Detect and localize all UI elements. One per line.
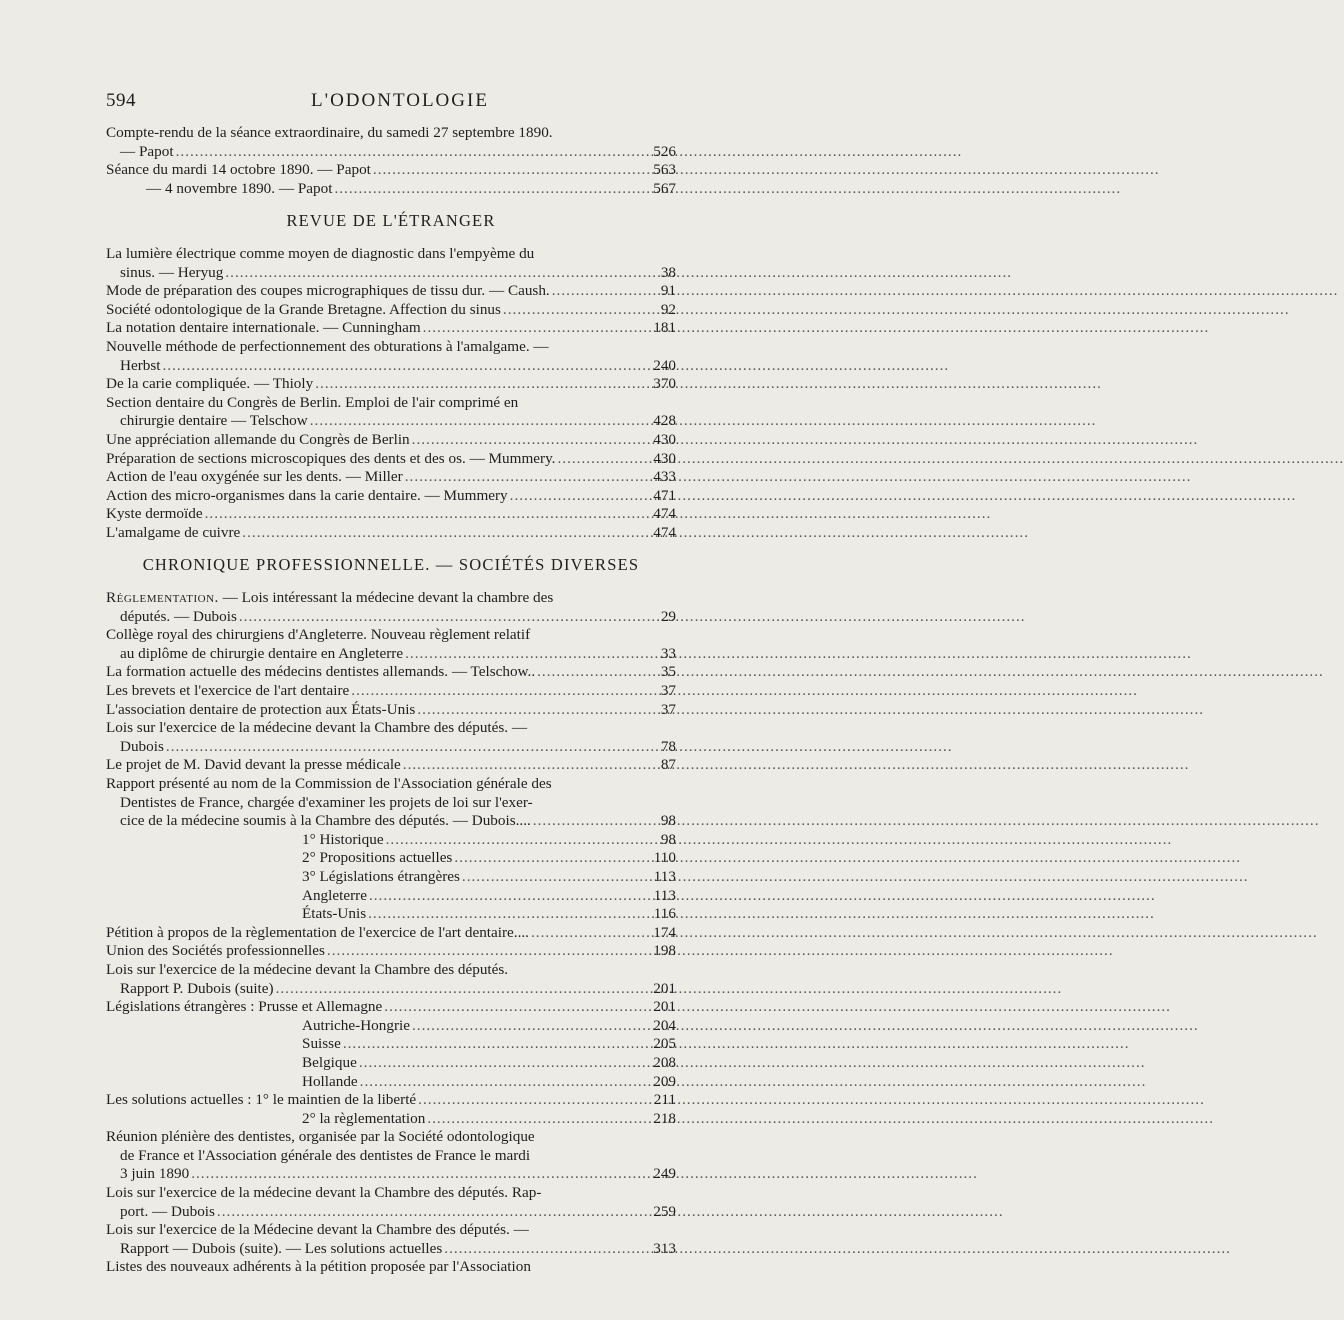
entry-title bbox=[120, 980, 274, 999]
entry-page-number: 563 bbox=[653, 161, 676, 179]
entry-text: Section dentaire du Congrès de Berlin. Emploi de l'air comprimé en bbox=[106, 393, 519, 411]
entry-page-number: 98 bbox=[660, 830, 676, 848]
dot-leader bbox=[557, 450, 651, 469]
entry-title bbox=[106, 942, 325, 961]
toc-entry-line bbox=[106, 1073, 676, 1092]
toc-entry-line bbox=[106, 161, 676, 180]
dot-leader bbox=[368, 905, 652, 924]
entry-title bbox=[106, 998, 382, 1017]
entry-title bbox=[106, 663, 535, 682]
toc-entry-line bbox=[106, 775, 676, 794]
dot-leader bbox=[242, 524, 651, 543]
toc-entry-line bbox=[106, 961, 676, 980]
toc-entry-line bbox=[106, 282, 676, 301]
dot-leader bbox=[360, 1073, 652, 1092]
page-number: 594 bbox=[106, 90, 136, 111]
running-title: L'ODONTOLOGIE bbox=[311, 90, 489, 111]
professional-chronicle-section bbox=[106, 589, 676, 1277]
entry-title bbox=[106, 924, 529, 943]
dot-leader bbox=[503, 301, 652, 320]
toc-entry-line bbox=[106, 812, 676, 831]
entry-title bbox=[302, 831, 384, 850]
entry-page-number: 208 bbox=[653, 1053, 676, 1071]
entry-page-number: 201 bbox=[653, 979, 676, 997]
entry-text: Rapport présenté au nom de la Commission de l'Association générale des bbox=[106, 775, 552, 792]
toc-entry-line bbox=[106, 319, 676, 338]
entry-text: Rapport — Dubois (suite). — Les solutions actuelles bbox=[120, 1239, 443, 1257]
entry-title bbox=[120, 1165, 189, 1184]
toc-entry-line bbox=[106, 663, 676, 682]
toc-entry-line bbox=[106, 375, 676, 394]
toc-entry-line bbox=[106, 887, 676, 906]
entry-text: Mode de préparation des coupes micrographiques de tissu dur. — Caush. bbox=[106, 282, 550, 300]
dot-leader bbox=[510, 487, 652, 506]
dot-leader bbox=[427, 1110, 651, 1129]
entry-title bbox=[120, 143, 174, 162]
toc-entry-line bbox=[106, 1054, 676, 1073]
dot-leader bbox=[225, 264, 652, 283]
entry-title bbox=[106, 1091, 416, 1110]
entry-text: Nouvelle méthode de perfectionnement des obturations à l'amalgame. — bbox=[106, 337, 549, 355]
proceedings-section bbox=[106, 124, 676, 198]
dot-leader bbox=[163, 357, 652, 376]
dot-leader bbox=[359, 1054, 651, 1073]
entry-page-number: 35 bbox=[660, 663, 676, 681]
toc-entry-line bbox=[106, 868, 676, 887]
toc-entry-line bbox=[106, 756, 676, 775]
entry-text: États-Unis bbox=[302, 905, 367, 923]
entry-page-number: 29 bbox=[660, 607, 676, 625]
entry-text: Action des micro-organismes dans la carie dentaire. — Mummery bbox=[106, 486, 508, 504]
dot-leader bbox=[537, 663, 652, 682]
toc-entry-line bbox=[106, 1258, 676, 1277]
entry-text: Suisse bbox=[302, 1035, 341, 1053]
toc-entry-line bbox=[106, 1017, 676, 1036]
entry-title bbox=[106, 487, 508, 506]
entry-text: Kyste dermoïde bbox=[106, 505, 203, 523]
entry-text: 1° Historique bbox=[302, 830, 384, 848]
toc-entry-line bbox=[106, 980, 676, 999]
dot-leader bbox=[334, 180, 651, 199]
entry-page-number: 209 bbox=[653, 1072, 676, 1090]
toc-entry-line bbox=[106, 1035, 676, 1054]
entry-text: de France et l'Association générale des dentistes de France le mardi bbox=[120, 1146, 531, 1164]
toc-entry-line bbox=[106, 468, 676, 487]
toc-entry-line bbox=[106, 608, 676, 627]
dot-leader bbox=[386, 831, 652, 850]
toc-entry-line bbox=[106, 794, 676, 813]
toc-entry-line bbox=[106, 645, 676, 664]
toc-entry-line bbox=[106, 124, 676, 143]
toc-entry-line bbox=[106, 589, 676, 608]
entry-title bbox=[106, 524, 240, 543]
dot-leader bbox=[417, 701, 652, 720]
entry-page-number: 87 bbox=[660, 756, 676, 774]
dot-leader bbox=[531, 924, 651, 943]
toc-entry-line bbox=[106, 738, 676, 757]
dot-leader bbox=[423, 319, 652, 338]
toc-entry-line bbox=[106, 338, 676, 357]
toc-entry-line bbox=[106, 1091, 676, 1110]
toc-entry-line bbox=[106, 626, 676, 645]
entry-page-number: 38 bbox=[660, 263, 676, 281]
entry-title bbox=[106, 319, 421, 338]
entry-text: Lois sur l'exercice de la médecine devant la Chambre des députés. — bbox=[106, 719, 528, 737]
entry-page-number: 240 bbox=[653, 356, 676, 374]
entry-page-number: 218 bbox=[653, 1109, 676, 1127]
entry-page-number: 474 bbox=[653, 523, 676, 541]
entry-text: Société odontologique de la Grande Bretagne. Affection du sinus bbox=[106, 300, 501, 318]
entry-page-number: 110 bbox=[653, 849, 676, 867]
entry-page-number: 113 bbox=[653, 867, 676, 885]
dot-leader bbox=[403, 756, 652, 775]
entry-title bbox=[106, 282, 550, 301]
dot-leader bbox=[205, 505, 652, 524]
entry-page-number: 313 bbox=[653, 1239, 676, 1257]
toc-entry-line bbox=[106, 849, 676, 868]
entry-title bbox=[120, 264, 223, 283]
toc-entry-line bbox=[106, 1110, 676, 1129]
entry-page-number: 430 bbox=[653, 430, 676, 448]
entry-text: 3 juin 1890 bbox=[120, 1165, 190, 1183]
entry-text: — Lois intéressant la médecine devant la chambre des bbox=[218, 589, 554, 607]
entry-title bbox=[120, 738, 164, 757]
entry-page-number: 205 bbox=[653, 1035, 676, 1053]
entry-page-number: 91 bbox=[660, 282, 676, 300]
entry-text: Les brevets et l'exercice de l'art dentaire bbox=[106, 682, 350, 700]
entry-title bbox=[302, 1035, 341, 1054]
entry-page-number: 428 bbox=[653, 412, 676, 430]
entry-page-number: 526 bbox=[653, 142, 676, 160]
dot-leader bbox=[327, 942, 651, 961]
entry-lead: Réglementation. bbox=[106, 589, 219, 607]
toc-entry-line bbox=[106, 524, 676, 543]
toc-entry-line bbox=[106, 431, 676, 450]
entry-page-number: 370 bbox=[653, 375, 676, 393]
entry-page-number: 201 bbox=[653, 998, 676, 1016]
entry-text: Listes des nouveaux adhérents à la pétition proposée par l'Association bbox=[106, 1258, 531, 1276]
section-heading-chronique: CHRONIQUE PROFESSIONNELLE. — SOCIÉTÉS DIVERSES bbox=[142, 555, 640, 575]
toc-entry-line bbox=[106, 180, 676, 199]
entry-text: Angleterre bbox=[302, 886, 367, 904]
entry-text: De la carie compliquée. — Thioly bbox=[106, 375, 314, 393]
entry-page-number: 433 bbox=[653, 468, 676, 486]
entry-title bbox=[120, 608, 237, 627]
entry-text: Lois sur l'exercice de la Médecine devant la Chambre des députés. — bbox=[106, 1221, 529, 1239]
toc-entry-line bbox=[106, 1128, 676, 1147]
entry-title bbox=[106, 450, 555, 469]
entry-text: Les solutions actuelles : 1° le maintien de la liberté bbox=[106, 1091, 417, 1109]
entry-text: Rapport P. Dubois (suite) bbox=[120, 979, 274, 997]
dot-leader bbox=[373, 161, 651, 180]
entry-text: Législations étrangères : Prusse et Allemagne bbox=[106, 998, 383, 1016]
dot-leader bbox=[176, 143, 652, 162]
entry-page-number: 78 bbox=[660, 737, 676, 755]
toc-entry-line bbox=[106, 924, 676, 943]
toc-entry-line bbox=[106, 831, 676, 850]
entry-text: députés. — Dubois bbox=[120, 607, 237, 625]
toc-entry-line bbox=[106, 682, 676, 701]
entry-text: sinus. — Heryug bbox=[120, 263, 224, 281]
dot-leader bbox=[412, 431, 652, 450]
entry-text: Autriche-Hongrie bbox=[302, 1016, 410, 1034]
entry-text: Compte-rendu de la séance extraordinaire, du samedi 27 septembre 1890. bbox=[106, 124, 553, 141]
entry-title bbox=[106, 375, 313, 394]
toc-entry-line bbox=[106, 245, 676, 264]
toc-entry-line bbox=[106, 264, 676, 283]
entry-text: Dubois bbox=[120, 737, 164, 755]
entry-title bbox=[106, 301, 501, 320]
entry-page-number: 98 bbox=[660, 812, 676, 830]
entry-page-number: 113 bbox=[653, 886, 676, 904]
entry-title bbox=[106, 161, 371, 180]
dot-leader bbox=[166, 738, 652, 757]
toc-entry-line bbox=[106, 394, 676, 413]
dot-leader bbox=[384, 998, 651, 1017]
section-heading-revue: REVUE DE L'ÉTRANGER bbox=[286, 211, 496, 231]
entry-text: L'association dentaire de protection aux États-Unis bbox=[106, 700, 416, 718]
dot-leader bbox=[217, 1203, 651, 1222]
toc-entry-line bbox=[106, 719, 676, 738]
toc-entry-line bbox=[106, 1221, 676, 1240]
entry-title bbox=[106, 682, 349, 701]
entry-title bbox=[302, 868, 460, 887]
foreign-review-section bbox=[106, 245, 676, 543]
entry-text: L'amalgame de cuivre bbox=[106, 523, 241, 541]
entry-text: 2° Propositions actuelles bbox=[302, 849, 453, 867]
entry-title bbox=[106, 756, 401, 775]
toc-entry-line bbox=[106, 357, 676, 376]
entry-title bbox=[120, 412, 308, 431]
entry-title bbox=[120, 645, 403, 664]
entry-text: Belgique bbox=[302, 1053, 357, 1071]
dot-leader bbox=[444, 1240, 651, 1259]
dot-leader bbox=[239, 608, 652, 627]
entry-text: Herbst bbox=[120, 356, 161, 374]
entry-title bbox=[302, 1017, 410, 1036]
entry-title bbox=[120, 812, 531, 831]
entry-page-number: 474 bbox=[653, 505, 676, 523]
toc-entry-line bbox=[106, 1147, 676, 1166]
entry-text: 3° Législations étrangères bbox=[302, 867, 460, 885]
entry-page-number: 567 bbox=[653, 179, 676, 197]
entry-title bbox=[106, 505, 203, 524]
entry-title bbox=[302, 1073, 358, 1092]
entry-page-number: 37 bbox=[660, 682, 676, 700]
toc-entry-line bbox=[106, 1240, 676, 1259]
entry-title bbox=[302, 849, 452, 868]
toc-entry-line bbox=[106, 412, 676, 431]
entry-text: 2° la règlementation bbox=[302, 1109, 426, 1127]
entry-page-number: 33 bbox=[660, 644, 676, 662]
dot-leader bbox=[405, 645, 652, 664]
entry-page-number: 198 bbox=[653, 942, 676, 960]
entry-title bbox=[106, 468, 403, 487]
entry-page-number: 471 bbox=[653, 486, 676, 504]
entry-title bbox=[120, 1240, 442, 1259]
entry-text: La lumière électrique comme moyen de diagnostic dans l'empyème du bbox=[106, 244, 535, 262]
dot-leader bbox=[343, 1035, 651, 1054]
entry-page-number: 259 bbox=[653, 1202, 676, 1220]
entry-text: Une appréciation allemande du Congrès de Berlin bbox=[106, 430, 410, 448]
dot-leader bbox=[351, 682, 652, 701]
entry-text: Hollande bbox=[302, 1072, 358, 1090]
entry-text: Lois sur l'exercice de la médecine devant la Chambre des députés. bbox=[106, 960, 509, 978]
toc-entry-line bbox=[106, 143, 676, 162]
entry-text: — 4 novembre 1890. — Papot bbox=[146, 179, 333, 197]
entry-text: chirurgie dentaire — Telschow bbox=[120, 412, 308, 430]
entry-text: Pétition à propos de la règlementation de l'exercice de l'art dentaire.... bbox=[106, 923, 529, 941]
entry-text: Préparation de sections microscopiques des dents et des os. — Mummery. bbox=[106, 449, 556, 467]
dot-leader bbox=[462, 868, 652, 887]
entry-page-number: 92 bbox=[660, 300, 676, 318]
entry-text: port. — Dubois bbox=[120, 1202, 215, 1220]
dot-leader bbox=[310, 412, 651, 431]
toc-entry-line bbox=[106, 450, 676, 469]
entry-text: au diplôme de chirurgie dentaire en Angleterre bbox=[120, 644, 404, 662]
toc-entry-line bbox=[106, 1203, 676, 1222]
entry-text: Dentistes de France, chargée d'examiner les projets de loi sur l'exer- bbox=[120, 793, 533, 811]
entry-text: La formation actuelle des médecins dentistes allemands. — Telschow.. bbox=[106, 663, 536, 681]
entry-page-number: 211 bbox=[653, 1091, 676, 1109]
toc-entry-line bbox=[106, 301, 676, 320]
toc-entry-line bbox=[106, 487, 676, 506]
toc-entry-line bbox=[106, 905, 676, 924]
dot-leader bbox=[405, 468, 652, 487]
entry-page-number: 204 bbox=[653, 1016, 676, 1034]
dot-leader bbox=[369, 887, 652, 906]
toc-entry-line bbox=[106, 942, 676, 961]
entry-text: — Papot bbox=[120, 142, 174, 160]
entry-text: Séance du mardi 14 octobre 1890. — Papot bbox=[106, 161, 371, 179]
entry-text: Collège royal des chirurgiens d'Angleterre. Nouveau règlement relatif bbox=[106, 626, 531, 644]
dot-leader bbox=[533, 812, 652, 831]
entry-page-number: 430 bbox=[653, 449, 676, 467]
entry-title bbox=[106, 701, 415, 720]
dot-leader bbox=[418, 1091, 652, 1110]
entry-page-number: 116 bbox=[653, 905, 676, 923]
entry-text: Réunion plénière des dentistes, organisée par la Société odontologique bbox=[106, 1128, 535, 1146]
entry-title bbox=[302, 1054, 357, 1073]
entry-text: Action de l'eau oxygénée sur les dents. — Miller bbox=[106, 468, 403, 486]
dot-leader bbox=[454, 849, 651, 868]
entry-text: La notation dentaire internationale. — Cunningham bbox=[106, 319, 421, 337]
entry-text: Lois sur l'exercice de la médecine devant la Chambre des députés. Rap- bbox=[106, 1184, 542, 1202]
dot-leader bbox=[315, 375, 651, 394]
entry-title bbox=[120, 1203, 215, 1222]
entry-title bbox=[146, 180, 332, 199]
entry-text: Le projet de M. David devant la presse médicale bbox=[106, 756, 401, 774]
toc-entry-line bbox=[106, 1165, 676, 1184]
entry-text: cice de la médecine soumis à la Chambre des députés. — Dubois.... bbox=[120, 812, 531, 830]
dot-leader bbox=[276, 980, 652, 999]
toc-entry-line bbox=[106, 1184, 676, 1203]
entry-title bbox=[302, 1110, 425, 1129]
dot-leader bbox=[552, 282, 652, 301]
entry-text: Union des Sociétés professionnelles bbox=[106, 942, 325, 960]
toc-entry-line bbox=[106, 505, 676, 524]
entry-title bbox=[302, 905, 366, 924]
entry-title bbox=[302, 887, 367, 906]
dot-leader bbox=[191, 1165, 651, 1184]
entry-title bbox=[106, 431, 410, 450]
toc-entry-line bbox=[106, 701, 676, 720]
entry-page-number: 174 bbox=[653, 923, 676, 941]
entry-title bbox=[120, 357, 161, 376]
entry-page-number: 249 bbox=[653, 1165, 676, 1183]
entry-page-number: 37 bbox=[660, 700, 676, 718]
entry-page-number: 181 bbox=[653, 319, 676, 337]
dot-leader bbox=[412, 1017, 651, 1036]
table-of-contents bbox=[106, 124, 676, 1277]
toc-entry-line bbox=[106, 998, 676, 1017]
